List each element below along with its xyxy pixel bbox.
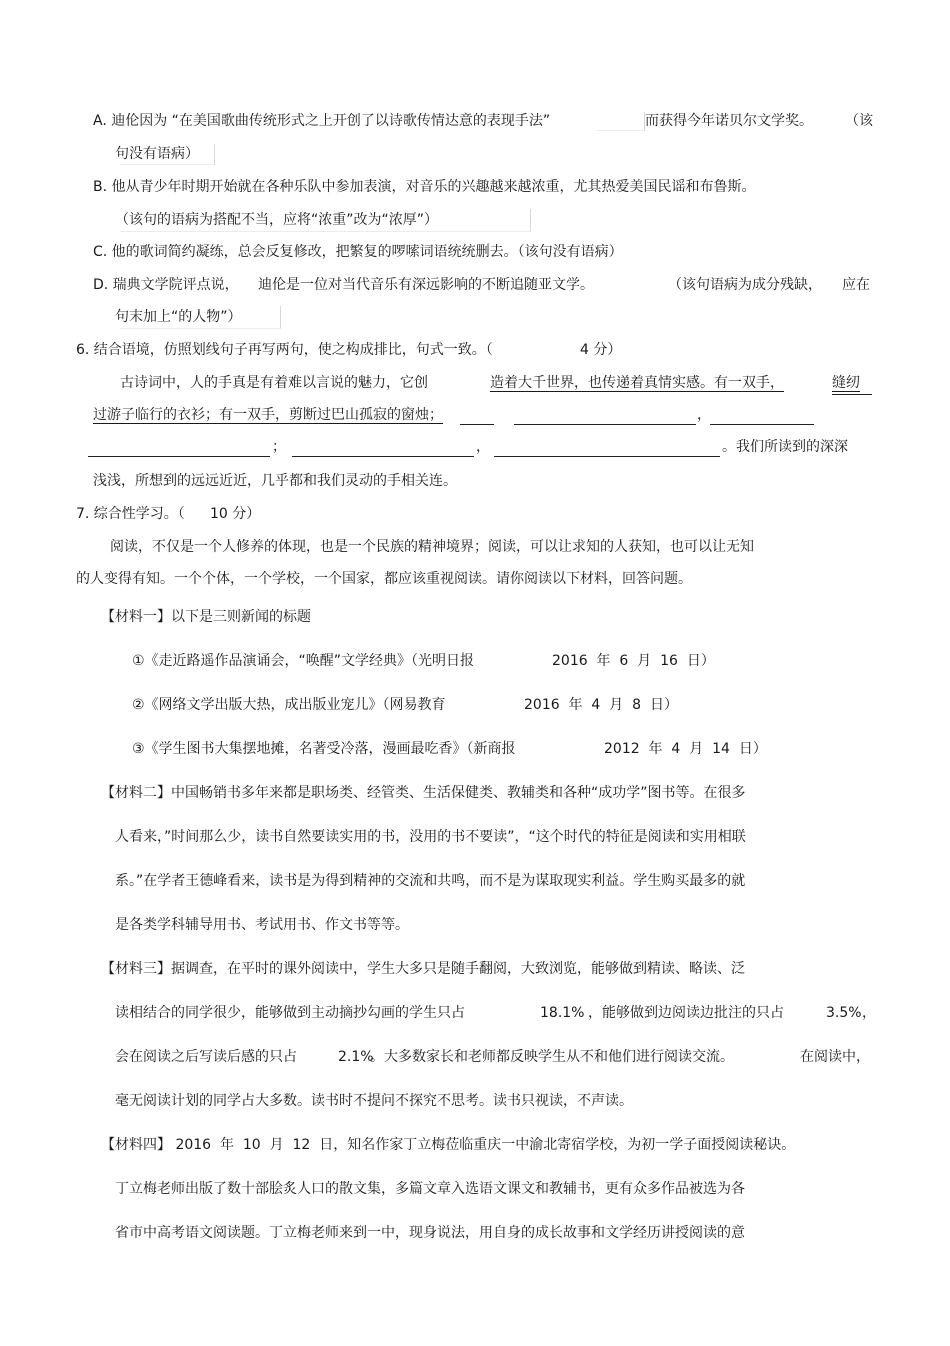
- option-b-note: （该句的语病为搭配不当，应将“浓重”改为“浓厚”）: [115, 212, 439, 228]
- answer-blank-6[interactable]: [494, 456, 720, 457]
- news-item-1-title: ①《走近路遥作品演诵会，“唤醒”文学经典》（光明日报: [132, 653, 475, 669]
- option-d-text-3: （该句语病为成分残缺，: [668, 277, 822, 293]
- option-d-text-4: 应在: [842, 277, 870, 293]
- q6-semicolon: ；: [272, 439, 286, 455]
- underline-extension: [832, 394, 872, 395]
- news-item-2-title: ②《网络文学出版大热，成出版业宠儿》（网易教育: [132, 697, 446, 713]
- material-3-line-4: 毫无阅读计划的同学占大多数。读书时不提问不探究不思考。读书只视读，不声读。: [115, 1093, 633, 1109]
- news-item-3-date: 2012 年 4 月 14 日）: [604, 741, 767, 757]
- material-3-line-3c: 在阅读中，: [800, 1049, 870, 1065]
- option-d-text-5: 句末加上“的人物”）: [115, 309, 242, 325]
- scan-box: [596, 112, 645, 131]
- material-3-line-3b: 。大多数家长和老师都反映学生从不和他们进行阅读交流。: [370, 1049, 734, 1065]
- option-a-text: A. 迪伦因为 “在美国歌曲传统形式之上开创了以诗歌传情达意的表现手法”: [93, 113, 551, 129]
- answer-blank-3[interactable]: [710, 424, 814, 425]
- material-4-line-3: 省市中高考语文阅读题。丁立梅老师来到一中，现身说法，用自身的成长故事和文学经历讲授阅读的意: [115, 1225, 745, 1241]
- material-3-stat-3: 2.1%: [338, 1049, 374, 1065]
- material-3-stat-1: 18.1%: [540, 1005, 585, 1021]
- answer-blank-2[interactable]: [514, 424, 696, 425]
- option-d-text-2: 迪伦是一位对当代音乐有深远影响的不断追随亚文学。: [258, 277, 594, 293]
- q6-passage-line-3-end: 。我们所读到的深深: [722, 439, 848, 455]
- material-3-line-2: 读相结合的同学很少，能够做到主动摘抄勾画的学生只占: [115, 1005, 465, 1021]
- option-a-text-4: 句没有语病）: [115, 146, 199, 162]
- answer-blank-1[interactable]: [460, 424, 494, 425]
- option-d-text: D. 瑞典文学院评点说，: [93, 277, 239, 293]
- news-item-1-date: 2016 年 6 月 16 日）: [552, 653, 715, 669]
- option-a-text-3: （该: [845, 113, 873, 129]
- q6-underlined-sentence-2: 缝纫: [832, 375, 860, 391]
- option-a-text-2: 而获得今年诺贝尔文学奖。: [645, 113, 813, 129]
- material-3-line-1: 【材料三】据调查，在平时的课外阅读中，学生大多只是随手翻阅，大致浏览，能够做到精读、略读、泛: [101, 961, 745, 977]
- news-item-3-title: ③《学生图书大集摆地摊，名著受冷落，漫画最吃香》（新商报: [132, 741, 516, 757]
- answer-blank-4[interactable]: [88, 456, 270, 457]
- material-1-title: 【材料一】以下是三则新闻的标题: [101, 609, 311, 625]
- question-7-heading: 7. 综合性学习。（: [76, 506, 185, 522]
- q6-comma-1: ，: [697, 407, 711, 423]
- material-3-comma: ，: [862, 1005, 876, 1021]
- material-4-line-2: 丁立梅老师出版了数十部脍炙人口的散文集，多篇文章入选语文课文和教辅书，更有众多作品被选为各: [115, 1181, 745, 1197]
- q6-passage-line-4: 浅浅，所想到的远远近近，几乎都和我们灵动的手相关连。: [93, 473, 457, 489]
- answer-blank-5[interactable]: [292, 456, 474, 457]
- question-6-points: 4 分）: [580, 342, 622, 358]
- material-3-line-3: 会在阅读之后写读后感的只占: [115, 1049, 297, 1065]
- q7-intro-line-1: 阅读，不仅是一个人修养的体现，也是一个民族的精神境界；阅读，可以让求知的人获知，也可以让无知: [110, 539, 754, 555]
- q7-intro-line-2: 的人变得有知。一个个体，一个学校，一个国家，都应该重视阅读。请你阅读以下材料，回答问题。: [76, 571, 692, 587]
- q6-passage-line-1: 古诗词中，人的手真是有着难以言说的魅力，它创: [120, 375, 428, 391]
- material-2-line-1: 【材料二】中国畅销书多年来都是职场类、经管类、生活保健类、教辅类和各种“成功学”图书等。在很多: [101, 785, 746, 801]
- q6-comma-2: ，: [476, 439, 490, 455]
- material-3-stat-2: 3.5%: [826, 1005, 862, 1021]
- q6-passage-line-2: 过游子临行的衣衫；有一双手，剪断过巴山孤寂的窗烛；: [93, 407, 443, 423]
- option-b-text: B. 他从青少年时期开始就在各种乐队中参加表演，对音乐的兴趣越来越浓重，尤其热爱美国民谣和布鲁斯。: [93, 179, 756, 195]
- material-4-line-1: 【材料四】 2016 年 10 月 12 日，知名作家丁立梅莅临重庆一中渝北寄宿学校，为初一学子面授阅读秘诀。: [101, 1137, 796, 1153]
- material-2-line-3: 系。”在学者王德峰看来，读书是为得到精神的交流和共鸣，而不是为谋取现实利益。学生购买最多的就: [115, 873, 746, 889]
- material-2-line-2: 人看来，”时间那么少，读书自然要读实用的书，没用的书不要读”，“这个时代的特征是阅读和实用相联: [115, 829, 746, 845]
- question-7-points: 10 分）: [210, 506, 261, 522]
- q6-underlined-sentence: 造着大千世界，也传递着真情实感。有一双手，: [490, 375, 784, 391]
- option-c-text: C. 他的歌词简约凝练，总会反复修改，把繁复的啰嗦词语统统删去。（该句没有语病）: [93, 244, 623, 260]
- news-item-2-date: 2016 年 4 月 8 日）: [524, 697, 678, 713]
- material-3-line-2b: ，能够做到边阅读边批注的只占: [588, 1005, 784, 1021]
- question-6-heading: 6. 结合语境，仿照划线句子再写两句，使之构成排比，句式一致。（: [76, 342, 493, 358]
- material-2-line-4: 是各类学科辅导用书、考试用书、作文书等等。: [115, 917, 409, 933]
